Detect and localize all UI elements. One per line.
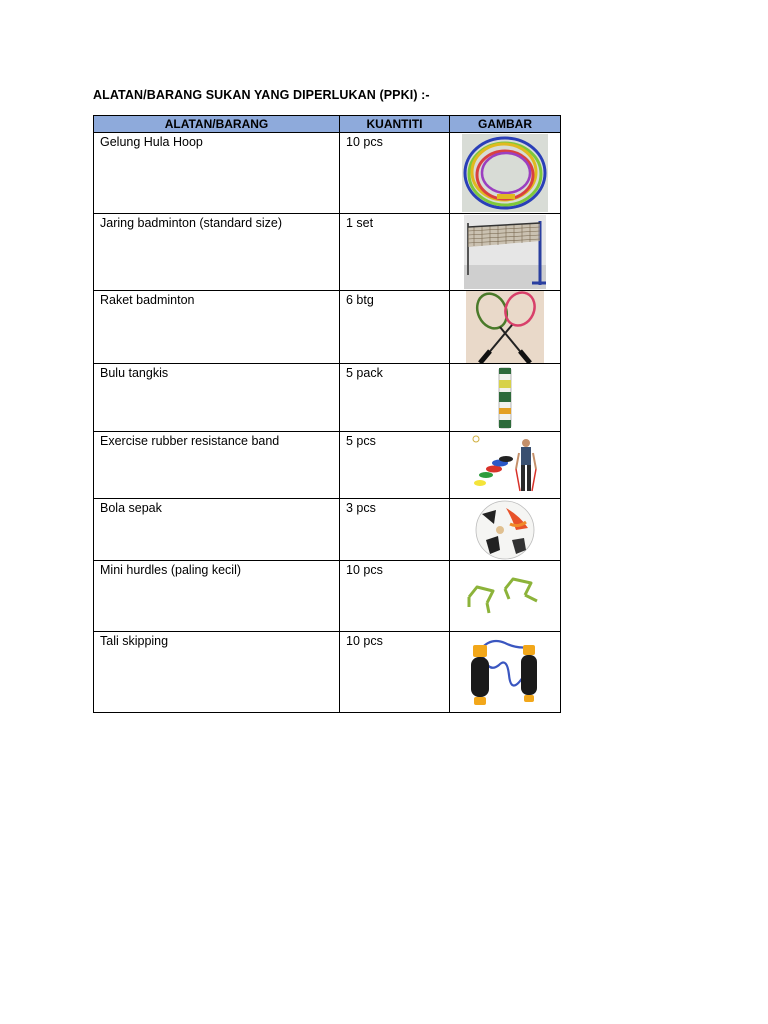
item-name: Tali skipping [94,632,340,713]
skipping-rope-photo [467,635,543,709]
equipment-table [93,115,561,713]
item-picture-cell [450,291,561,364]
badminton-racket-photo [466,291,544,363]
table-header-row [94,116,561,133]
item-picture-cell [450,632,561,713]
item-name: Bulu tangkis [94,364,340,432]
header-item: ALATAN/BARANG [94,116,340,133]
item-quantity: 3 pcs [340,499,450,561]
table-row [94,432,561,499]
item-quantity: 6 btg [340,291,450,364]
item-quantity: 5 pack [340,364,450,432]
header-quantity: KUANTITI [340,116,450,133]
item-quantity: 10 pcs [340,133,450,214]
item-picture-cell [450,499,561,561]
shuttlecock-tube-photo [490,366,520,430]
table-row [94,364,561,432]
item-picture-cell [450,432,561,499]
header-picture: GAMBAR [450,116,561,133]
resistance-band-photo [470,433,540,497]
item-picture-cell [450,364,561,432]
table-row [94,561,561,632]
item-name: Exercise rubber resistance band [94,432,340,499]
table-row [94,632,561,713]
badminton-net-photo [464,215,546,289]
item-quantity: 10 pcs [340,561,450,632]
table-row [94,214,561,291]
item-name: Bola sepak [94,499,340,561]
item-picture-cell [450,214,561,291]
hula-hoop-photo [462,134,548,212]
item-quantity: 1 set [340,214,450,291]
item-name: Jaring badminton (standard size) [94,214,340,291]
document-title: ALATAN/BARANG SUKAN YANG DIPERLUKAN (PPKI) :- [93,88,430,102]
item-name: Raket badminton [94,291,340,364]
table-row [94,133,561,214]
table-row [94,291,561,364]
mini-hurdles-photo [465,571,545,621]
item-quantity: 10 pcs [340,632,450,713]
item-quantity: 5 pcs [340,432,450,499]
table-row [94,499,561,561]
item-picture-cell [450,133,561,214]
item-name: Gelung Hula Hoop [94,133,340,214]
football-photo [472,500,538,560]
item-picture-cell [450,561,561,632]
item-name: Mini hurdles (paling kecil) [94,561,340,632]
